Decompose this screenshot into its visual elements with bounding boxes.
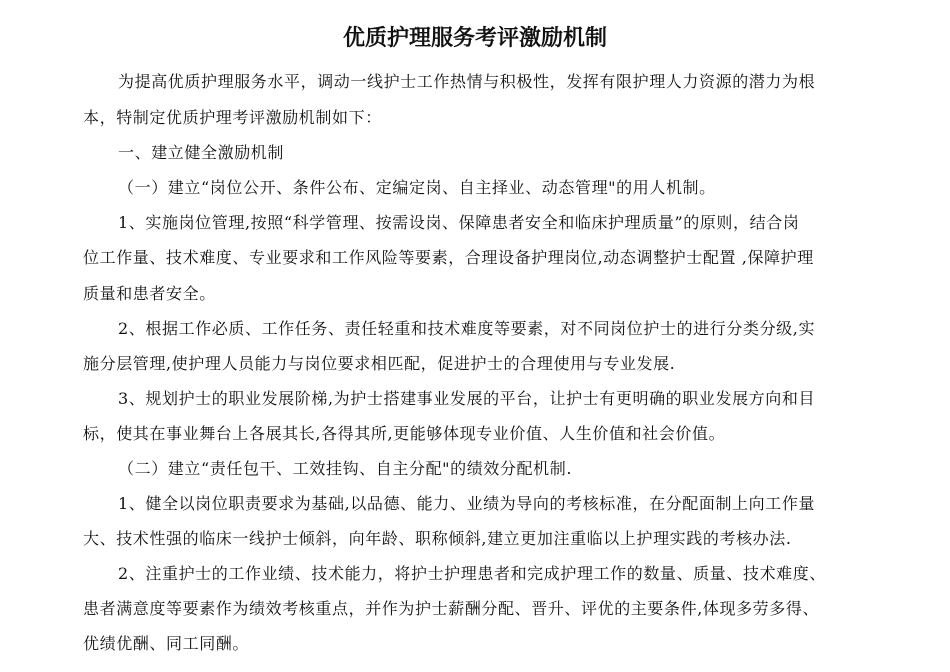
paragraph-line: 2、根据工作必质、工作任务、责任轻重和技术难度等要素，对不同岗位护士的进行分类分级,实: [118, 319, 816, 338]
section-heading: 一、建立健全激励机制: [118, 143, 285, 162]
paragraph-line: 施分层管理,使护理人员能力与岗位要求相匹配，促进护士的合理使用与专业发展.: [83, 354, 676, 373]
paragraph-line: 大、技术性强的临床一线护士倾斜，向年龄、职称倾斜,建立更加注重临以上护理实践的考核办法.: [83, 529, 792, 548]
paragraph-line: 为提高优质护理服务水平，调动一线护士工作热情与积极性，发挥有限护理人力资源的潜力为根: [118, 72, 816, 91]
paragraph-line: 本，特制定优质护理考评激励机制如下：: [83, 108, 382, 127]
paragraph-line: 质量和患者安全。: [83, 284, 216, 303]
document-title: 优质护理服务考评激励机制: [342, 25, 607, 51]
paragraph-line: 优绩优酬、同工同酬。: [83, 634, 250, 653]
paragraph-line: 3、规划护士的职业发展阶梯,为护士搭建事业发展的平台，让护士有更明确的职业发展方向和目: [118, 389, 816, 408]
paragraph-line: 患者满意度等要素作为绩效考核重点，并作为护士薪酬分配、晋升、评优的主要条件,体现多劳多得、: [83, 599, 820, 618]
paragraph-line: 标，使其在事业舞台上各展其长,各得其所,更能够体现专业价值、人生价值和社会价值。: [83, 424, 726, 443]
paragraph-line: 1、健全以岗位职责要求为基础,以品德、能力、业绩为导向的考核标准，在分配面制上向工作量: [118, 494, 816, 513]
paragraph-line: 位工作量、技术难度、专业要求和工作风险等要素，合理设备护理岗位,动态调整护士配置 ,保障护理: [83, 248, 814, 267]
paragraph-line: 2、注重护士的工作业绩、技术能力，将护士护理患者和完成护理工作的数量、质量、技术难度、: [118, 564, 826, 583]
subsection-heading: （一）建立“岗位公开、条件公布、定编定岗、自主择业、动态管理"的用人机制。: [118, 178, 716, 197]
subsection-heading: （二）建立“责任包干、工效挂钩、自主分配"的绩效分配机制.: [118, 459, 573, 478]
paragraph-line: 1、实施岗位管理,按照“科学管理、按需设岗、保障患者安全和临床护理质量”的原则，结合岗: [118, 213, 800, 232]
